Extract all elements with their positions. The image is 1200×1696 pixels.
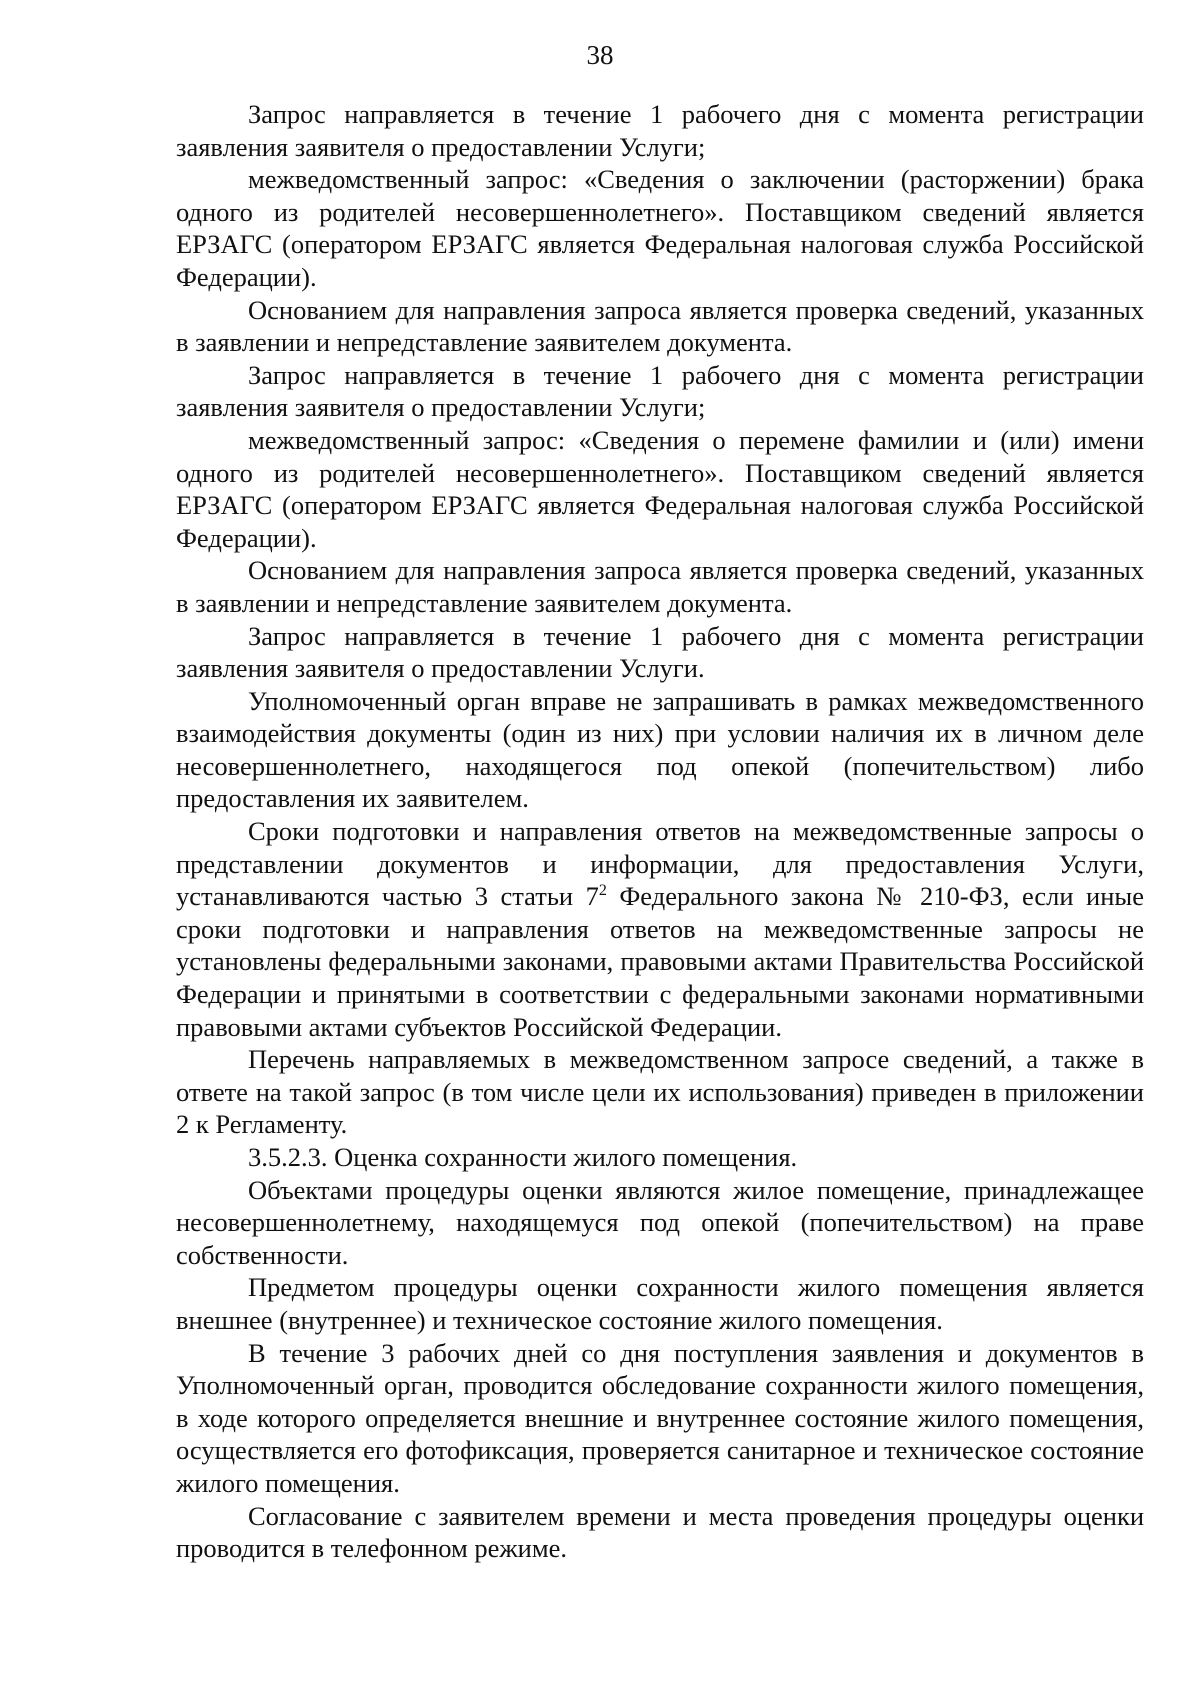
- paragraph-2: межведомственный запрос: «Сведения о заключении (расторжении) брака одного из родителей несовершеннолетнего». Поставщиком сведений является ЕРЗАГС (оператором ЕРЗАГС является Федеральная налоговая служба Российской Федерации).: [176, 164, 1144, 292]
- paragraph-3: Основанием для направления запроса является проверка сведений, указанных в заявлении и непредставление заявителем документа.: [176, 294, 1144, 358]
- paragraph-4: Запрос направляется в течение 1 рабочего дня с момента регистрации заявления заявителя о предоставлении Услуги;: [176, 359, 1144, 423]
- paragraph-8: Уполномоченный орган вправе не запрашивать в рамках межведомственного взаимодействия документы (один из них) при условии наличия их в личном деле несовершеннолетнего, находящегося под опекой (попечительством) либо предоставления их заявителем.: [176, 685, 1144, 814]
- article-superscript: 2: [598, 882, 607, 900]
- section-heading-3-5-2-3: 3.5.2.3. Оценка сохранности жилого помещения.: [248, 1142, 798, 1172]
- paragraph-1: Запрос направляется в течение 1 рабочего дня с момента регистрации заявления заявителя о предоставлении Услуги;: [176, 99, 1144, 162]
- paragraph-6: Основанием для направления запроса является проверка сведений, указанных в заявлении и непредставление заявителем документа.: [176, 555, 1144, 618]
- page-number: 38: [586, 40, 614, 70]
- paragraph-9: [176, 815, 1144, 1043]
- paragraph-10: Перечень направляемых в межведомственном запросе сведений, а также в ответе на такой запрос (в том числе цели их использования) приведен в приложении 2 к Регламенту.: [176, 1044, 1144, 1140]
- document-body: [176, 98, 1144, 1565]
- paragraph-9-after: Федерального закона № 210-ФЗ, если иные сроки подготовки и направления ответов на межведомственные запросы не установлены федеральными законами, правовыми актами Правительства Российской Федерации и принятыми в соответствии с федеральными законами нормативными правовыми актами субъектов Российской Федерации.: [176, 881, 1144, 1042]
- paragraph-12: Объектами процедуры оценки являются жилое помещение, принадлежащее несовершеннолетнему, находящемуся под опекой (попечительством) на праве собственности.: [176, 1174, 1144, 1270]
- paragraph-14: В течение 3 рабочих дней со дня поступления заявления и документов в Уполномоченный орган, проводится обследование сохранности жилого помещения, в ходе которого определяется внешние и внутреннее состояние жилого помещения, осуществляется его фотофиксация, проверяется санитарное и техническое состояние жилого помещения.: [176, 1337, 1144, 1498]
- paragraph-15: Согласование с заявителем времени и места проведения процедуры оценки проводится в телефонном режиме.: [176, 1500, 1144, 1564]
- paragraph-7: Запрос направляется в течение 1 рабочего дня с момента регистрации заявления заявителя о предоставлении Услуги.: [176, 620, 1144, 684]
- paragraph-5: межведомственный запрос: «Сведения о перемене фамилии и (или) имени одного из родителей несовершеннолетнего». Поставщиком сведений является ЕРЗАГС (оператором ЕРЗАГС является Федеральная налоговая служба Российской Федерации).: [176, 424, 1144, 553]
- paragraph-13: Предметом процедуры оценки сохранности жилого помещения является внешнее (внутреннее) и техническое состояние жилого помещения.: [176, 1272, 1144, 1335]
- paragraph-9-before: Сроки подготовки и направления ответов на межведомственные запросы о представлении документов и информации, для предоставления Услуги, устанавливаются частью 3 статьи 7: [176, 816, 1144, 912]
